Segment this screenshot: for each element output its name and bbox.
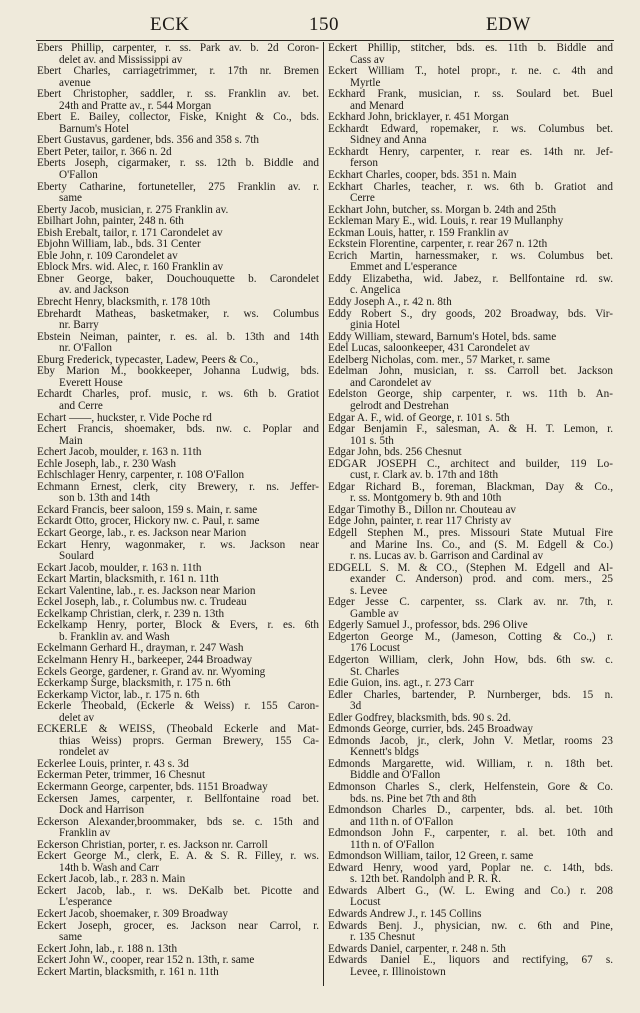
entry-line: Eckart Henry, wagonmaker, r. ws. Jackson near	[37, 539, 319, 551]
directory-entry	[37, 447, 319, 459]
entry-line: Eckert John, lab., r. 188 n. 13th	[37, 943, 178, 955]
entry-line: Eckardt Otto, grocer, Hickory nw. c. Paul, r. same	[37, 516, 260, 528]
entry-line: Edgerton William, clerk, John How, bds. 6th sw. c.	[328, 654, 613, 666]
entry-continuation-line: same	[59, 932, 82, 944]
entry-line: Ebrecht Henry, blacksmith, r. 178 10th	[37, 297, 211, 309]
entry-line: Eckleman Mary E., wid. Louis, r. rear 19 Mullanphy	[328, 216, 564, 228]
entry-line: Eckerson Alexander,broommaker, bds se. c. 15th and	[37, 816, 319, 828]
directory-entry	[328, 251, 613, 274]
entry-continuation-line: ferson	[350, 158, 378, 170]
directory-entry	[37, 228, 319, 240]
entry-continuation-line: and Cerre	[59, 400, 103, 412]
entry-continuation-line: and Marine Ins. Co., and (S. M. Edgell & Co.)	[350, 539, 613, 551]
entry-line: Eckel Joseph, lab., r. Columbus nw. c. Trudeau	[37, 597, 247, 609]
directory-entry	[37, 297, 319, 309]
directory-entry	[37, 540, 319, 563]
entry-line: Eckerson Christian, porter, r. es. Jackson nr. Carroll	[37, 839, 268, 851]
directory-entry	[328, 678, 613, 690]
entry-continuation-line: s. Levee	[350, 585, 388, 597]
directory-entry	[328, 944, 613, 956]
directory-entry	[328, 655, 613, 678]
entry-line: Ebstein Neiman, painter, r. es. al. b. 13th and 14th	[37, 331, 319, 343]
entry-continuation-line: 11th n. of O'Fallon	[350, 839, 435, 851]
left-column	[37, 43, 319, 978]
directory-entry	[37, 205, 319, 217]
directory-entry	[37, 782, 319, 794]
entry-line: Echmann Ernest, clerk, city Brewery, r. ns. Jeffer-	[37, 481, 319, 493]
entry-line: Eckstein Florentine, carpenter, r. rear 267 n. 12th	[328, 239, 548, 251]
directory-entry	[37, 251, 319, 263]
directory-entry	[328, 863, 613, 886]
entry-line: Eckart George, lab., r. es. Jackson near Marion	[37, 527, 247, 539]
entry-line: Eburg Frederick, typecaster, Ladew, Peers & Co.,	[37, 354, 259, 366]
entry-line: Edgar Timothy B., Dillon nr. Chouteau av	[328, 504, 517, 516]
entry-line: Eckhart Charles, cooper, bds. 351 n. Main	[328, 170, 517, 182]
directory-entry	[328, 713, 613, 725]
directory-entry	[37, 643, 319, 655]
entry-continuation-line: cust, r. Clark av. b. 17th and 18th	[350, 470, 499, 482]
entry-line: Eckman Louis, hatter, r. 159 Franklin av	[328, 227, 509, 239]
entry-line: Eckert George M., clerk, E. A. & S. R. Filley, r. ws.	[37, 851, 319, 863]
entry-line: Edwards Daniel E., liquors and rectifying, 67 s.	[328, 955, 613, 967]
directory-entry	[328, 516, 613, 528]
directory-entry	[328, 366, 613, 389]
directory-entry	[37, 690, 319, 702]
directory-entry	[37, 66, 319, 89]
directory-entry	[328, 528, 613, 563]
entry-line: Eberty Jacob, musician, r. 275 Franklin av.	[37, 204, 229, 216]
entry-continuation-line: St. Charles	[350, 666, 400, 678]
entry-line: Edwards Albert G., (W. L. Ewing and Co.) r. 208	[328, 885, 613, 897]
entry-continuation-line: Levee, r. Illinoistown	[350, 966, 446, 978]
entry-line: Eckert Jacob, shoemaker, r. 309 Broadway	[37, 909, 228, 921]
directory-entry	[37, 794, 319, 817]
directory-entry	[37, 620, 319, 643]
entry-continuation-line: delet av. and Mississippi av	[59, 54, 183, 66]
entry-line: Edmondson John F., carpenter, r. al. bet. 10th and	[328, 828, 613, 840]
directory-entry	[328, 851, 613, 863]
directory-entry	[37, 770, 319, 782]
entry-line: Eckelkamp Christian, clerk, r. 239 n. 13th	[37, 608, 225, 620]
directory-entry	[37, 239, 319, 251]
entry-continuation-line: Kennett's bldgs	[350, 747, 419, 759]
directory-entry	[328, 228, 613, 240]
directory-entry	[37, 274, 319, 297]
page-number: 150	[309, 14, 339, 35]
entry-continuation-line: Emmet and L'esperance	[350, 262, 458, 274]
entry-line: Ebert Charles, carriagetrimmer, r. 17th nr. Bremen	[37, 66, 319, 78]
directory-entry	[37, 355, 319, 367]
entry-continuation-line: av. and Jackson	[59, 285, 129, 297]
directory-entry	[328, 124, 613, 147]
directory-entry	[37, 909, 319, 921]
entry-line: Eckart Valentine, lab., r. es. Jackson near Marion	[37, 585, 256, 597]
entry-line: Ebert Gustavus, gardener, bds. 356 and 358 s. 7th	[37, 135, 260, 147]
entry-line: Edie Guion, ins. agt., r. 273 Carr	[328, 678, 474, 690]
directory-entry	[37, 309, 319, 332]
entry-line: Eckert John W., cooper, rear 152 n. 13th, r. same	[37, 955, 255, 967]
entry-line: Ebers Phillip, carpenter, r. ss. Park av. b. 2d Coron-	[37, 43, 319, 54]
entry-line: Edwards Daniel, carpenter, r. 248 n. 5th	[328, 943, 506, 955]
entry-line: Eble John, r. 109 Carondelet av	[37, 250, 178, 262]
entry-continuation-line: Sidney and Anna	[350, 135, 427, 147]
directory-entry	[328, 343, 613, 355]
entry-continuation-line: gelrodt and Destrehan	[350, 400, 449, 412]
directory-entry	[328, 239, 613, 251]
directory-entry	[328, 909, 613, 921]
column-divider	[323, 42, 324, 986]
entry-continuation-line: Franklin av	[59, 828, 111, 840]
entry-line: Edler Charles, bartender, P. Nurnberger, bds. 15 n.	[328, 689, 613, 701]
directory-entry	[37, 135, 319, 147]
directory-entry	[37, 563, 319, 575]
entry-line: Eckels George, gardener, r. Grand av. nr. Wyoming	[37, 666, 266, 678]
entry-continuation-line: bds. ns. Pine bet 7th and 8th	[350, 793, 477, 805]
directory-entry	[37, 182, 319, 205]
entry-continuation-line: and 11th n. of O'Fallon	[350, 816, 454, 828]
directory-entry	[37, 944, 319, 956]
directory-entry	[328, 955, 613, 978]
entry-continuation-line: c. Angelica	[350, 285, 401, 297]
directory-entry	[328, 482, 613, 505]
directory-entry	[328, 43, 613, 66]
entry-continuation-line: ginia Hotel	[350, 320, 401, 332]
entry-continuation-line: r. ss. Montgomery b. 9th and 10th	[350, 493, 502, 505]
directory-entry	[328, 355, 613, 367]
directory-entry	[328, 620, 613, 632]
entry-continuation-line: avenue	[59, 77, 91, 89]
directory-entry	[37, 147, 319, 159]
entry-line: Edelston George, ship carpenter, r. ws. 11th b. An-	[328, 389, 613, 401]
directory-entry	[328, 736, 613, 759]
entry-line: Ebert Peter, tailor, r. 366 n. 2d	[37, 146, 172, 158]
directory-entry	[328, 182, 613, 205]
entry-line: Edgell Stephen M., pres. Missouri State Mutual Fire	[328, 527, 613, 539]
directory-entry	[37, 366, 319, 389]
entry-line: ECKERLE & WEISS, (Theobald Eckerle and Mat-	[37, 724, 319, 736]
directory-entry	[37, 840, 319, 852]
entry-continuation-line: Cerre	[350, 193, 375, 205]
directory-entry	[37, 921, 319, 944]
directory-entry	[328, 759, 613, 782]
entry-line: Edwards Andrew J., r. 145 Collins	[328, 909, 482, 921]
entry-continuation-line: r. 135 Chesnut	[350, 932, 415, 944]
directory-entry	[328, 886, 613, 909]
entry-line: Ebjohn William, lab., bds. 31 Center	[37, 239, 201, 251]
entry-line: Ebert Christopher, saddler, r. ss. Franklin av. bet.	[37, 89, 319, 101]
entry-line: Echle Joseph, lab., r. 230 Wash	[37, 458, 177, 470]
entry-continuation-line: Myrtle	[350, 77, 381, 89]
entry-line: EDGAR JOSEPH C., architect and builder, 119 Lo-	[328, 458, 613, 470]
directory-entry	[328, 332, 613, 344]
directory-entry	[37, 851, 319, 874]
entry-line: Echert Francis, shoemaker, bds. nw. c. Poplar and	[37, 424, 319, 436]
entry-line: Eckart Martin, blacksmith, r. 161 n. 11th	[37, 574, 219, 586]
entry-line: Eckhart Charles, teacher, r. ws. 6th b. Gratiot and	[328, 181, 613, 193]
directory-entry	[328, 447, 613, 459]
entry-continuation-line: 3d	[350, 701, 362, 713]
entry-line: EDGELL S. M. & CO., (Stephen M. Edgell and Al-	[328, 562, 613, 574]
directory-entry	[328, 66, 613, 89]
entry-line: Edgerly Samuel J., professor, bds. 296 Olive	[328, 620, 528, 632]
directory-entry	[328, 782, 613, 805]
entry-line: Ecrich Martin, harnessmaker, r. ws. Columbus bet.	[328, 250, 613, 262]
entry-line: Ebner George, baker, Douchouquette b. Carondelet	[37, 273, 319, 285]
directory-entry	[37, 216, 319, 228]
entry-continuation-line: 24th and Pratte av., r. 544 Morgan	[59, 100, 212, 112]
entry-line: Edge John, painter, r. rear 117 Christy av	[328, 516, 512, 528]
entry-line: Eckerkamp Surge, blacksmith, r. 175 n. 6th	[37, 678, 231, 690]
directory-entry	[37, 89, 319, 112]
directory-entry	[328, 112, 613, 124]
entry-line: Eckart Jacob, moulder, r. 163 n. 11th	[37, 562, 202, 574]
directory-entry	[328, 724, 613, 736]
directory-entry	[37, 886, 319, 909]
entry-line: Eddy Joseph A., r. 42 n. 8th	[328, 297, 452, 309]
entry-line: Edelman John, musician, r. ss. Carroll bet. Jackson	[328, 366, 613, 378]
directory-entry	[328, 309, 613, 332]
entry-continuation-line: nr. O'Fallon	[59, 343, 112, 355]
entry-continuation-line: Gamble av	[350, 608, 399, 620]
directory-entry	[37, 609, 319, 621]
entry-continuation-line: Cass av	[350, 54, 385, 66]
header-rule	[36, 40, 614, 41]
directory-entry	[328, 205, 613, 217]
entry-continuation-line: L'esperance	[59, 897, 112, 909]
entry-continuation-line: 101 s. 5th	[350, 435, 394, 447]
entry-line: Edler Godfrey, blacksmith, bds. 90 s. 2d.	[328, 712, 511, 724]
entry-line: Eckert Jacob, lab., r. ws. DeKalb bet. Picotte and	[37, 885, 319, 897]
directory-entry	[328, 89, 613, 112]
directory-entry	[37, 655, 319, 667]
entry-continuation-line: and Carondelet av	[350, 377, 432, 389]
entry-line: Edmondson William, tailor, 12 Green, r. same	[328, 851, 534, 863]
entry-line: Eckerman Peter, trimmer, 16 Chesnut	[37, 770, 206, 782]
entry-line: Eckert Martin, blacksmith, r. 161 n. 11th	[37, 966, 219, 978]
entry-continuation-line: s. 12th bet. Randolph and P. R. R.	[350, 874, 502, 886]
entry-line: Edmonds Jacob, jr., clerk, John V. Metlar, rooms 23	[328, 735, 613, 747]
directory-entry	[37, 389, 319, 412]
directory-entry	[328, 921, 613, 944]
directory-entry	[37, 759, 319, 771]
directory-entry	[37, 724, 319, 759]
directory-entry	[37, 817, 319, 840]
entry-line: Eby Marion M., bookkeeper, Johanna Ludwig, bds.	[37, 366, 319, 378]
directory-entry	[37, 586, 319, 598]
entry-line: Eberts Joseph, cigarmaker, r. ss. 12th b. Biddle and	[37, 158, 319, 170]
directory-entry	[37, 262, 319, 274]
entry-line: Eckhart John, butcher, ss. Morgan b. 24th and 25th	[328, 204, 557, 216]
entry-line: Eckelmann Henry H., barkeeper, 244 Broadway	[37, 654, 253, 666]
entry-line: Eckelkamp Henry, porter, Block & Evers, r. es. 6th	[37, 620, 319, 632]
right-column	[328, 43, 613, 978]
entry-continuation-line: b. Franklin av. and Wash	[59, 631, 170, 643]
directory-entry	[328, 424, 613, 447]
entry-line: Edgar Richard B., foreman, Blackman, Day & Co.,	[328, 481, 613, 493]
entry-line: Ebrehardt Matheas, basketmaker, r. ws. Columbus	[37, 308, 319, 320]
entry-line: Edwards Benj. J., physician, nw. c. 6th and Pine,	[328, 920, 613, 932]
entry-line: Eckert William T., hotel propr., r. ne. c. 4th and	[328, 66, 613, 78]
entry-line: Echardt Charles, prof. music, r. ws. 6th b. Gratiot	[37, 389, 319, 401]
entry-line: Eckersen James, carpenter, r. Bellfontaine road bet.	[37, 793, 319, 805]
entry-line: Eckhard Frank, musician, r. ss. Soulard bet. Buel	[328, 89, 613, 101]
entry-line: Echart ——, huckster, r. Vide Poche rd	[37, 412, 212, 424]
entry-continuation-line: nr. Barry	[59, 320, 99, 332]
directory-entry	[37, 332, 319, 355]
entry-line: Echlschlager Henry, carpenter, r. 108 O'Fallon	[37, 470, 245, 482]
entry-line: Edgar Benjamin F., salesman, A. & H. T. Lemon, r.	[328, 424, 613, 436]
entry-continuation-line: O'Fallon	[59, 170, 98, 182]
entry-line: Eckert Joseph, grocer, es. Jackson near Carrol, r.	[37, 920, 319, 932]
entry-continuation-line: Main	[59, 435, 83, 447]
entry-continuation-line: exander C. Anderson) prod. and com. mers., 25	[350, 574, 613, 586]
directory-entry	[37, 701, 319, 724]
directory-entry	[328, 690, 613, 713]
entry-line: Eckermann George, carpenter, bds. 1151 Broadway	[37, 782, 268, 793]
directory-entry	[328, 459, 613, 482]
entry-continuation-line: son b. 13th and 14th	[59, 493, 151, 505]
directory-entry	[328, 563, 613, 598]
directory-entry	[37, 505, 319, 517]
entry-continuation-line: r. ns. Lucas av. b. Garrison and Cardinal av	[350, 551, 544, 563]
directory-entry	[37, 482, 319, 505]
entry-line: Edel Lucas, saloonkeeper, 431 Carondelet av	[328, 343, 530, 355]
entry-line: Edmonson Charles S., clerk, Helfenstein, Gore & Co.	[328, 782, 613, 793]
entry-line: Edgar John, bds. 256 Chesnut	[328, 447, 462, 459]
entry-line: Edmonds George, currier, bds. 245 Broadway	[328, 724, 534, 736]
directory-entry	[328, 805, 613, 828]
entry-line: Edmonds Margarette, wid. William, r. n. 18th bet.	[328, 758, 613, 770]
directory-entry	[37, 459, 319, 471]
directory-entry	[37, 516, 319, 528]
directory-entry	[37, 424, 319, 447]
entry-line: Eckert Phillip, stitcher, bds. es. 11th b. Biddle and	[328, 43, 613, 54]
directory-entry	[37, 874, 319, 886]
directory-entry	[328, 170, 613, 182]
directory-entry	[37, 597, 319, 609]
entry-continuation-line: delet av	[59, 712, 95, 724]
directory-entry	[328, 147, 613, 170]
directory-entry	[37, 158, 319, 181]
directory-entry	[37, 470, 319, 482]
entry-line: Eberty Catharine, fortuneteller, 275 Franklin av. r.	[37, 181, 319, 193]
directory-entry	[328, 274, 613, 297]
entry-line: Edward Henry, wood yard, Poplar ne. c. 14th, bds.	[328, 862, 613, 874]
entry-continuation-line: 14th b. Wash and Carr	[59, 862, 159, 874]
entry-line: Edmondson Charles D., carpenter, bds. al. bet. 10th	[328, 805, 613, 817]
directory-entry	[328, 297, 613, 309]
directory-entry	[37, 574, 319, 586]
entry-line: Eblock Mrs. wid. Alec, r. 160 Franklin av	[37, 262, 224, 274]
entry-line: Eddy Robert S., dry goods, 202 Broadway, bds. Vir-	[328, 308, 613, 320]
directory-entry	[328, 216, 613, 228]
entry-continuation-line: and Menard	[350, 100, 404, 112]
entry-continuation-line: Barnum's Hotel	[59, 123, 130, 135]
entry-line: Ebert E. Bailey, collector, Fiske, Knight & Co., bds.	[37, 112, 319, 124]
entry-continuation-line: Everett House	[59, 377, 123, 389]
directory-entry	[37, 528, 319, 540]
left-guide-word: ECK	[150, 14, 190, 35]
entry-continuation-line: 176 Locust	[350, 643, 401, 655]
entry-continuation-line: thias Weiss) proprs. German Brewery, 155 Ca-	[59, 735, 319, 747]
entry-line: Eckert Jacob, lab., r. 283 n. Main	[37, 874, 186, 886]
entry-line: Eddy William, steward, Barnum's Hotel, bds. same	[328, 331, 557, 343]
entry-line: Eckhardt Henry, carpenter, r. rear es. 14th nr. Jef-	[328, 146, 613, 158]
entry-line: Edgar A. F., wid. of George, r. 101 s. 5th	[328, 412, 510, 424]
entry-line: Eckelmann Gerhard H., drayman, r. 247 Wash	[37, 643, 244, 655]
directory-entry	[37, 667, 319, 679]
entry-continuation-line: same	[59, 193, 82, 205]
directory-entry	[328, 389, 613, 412]
directory-entry	[37, 955, 319, 967]
entry-line: Eckerle Theobald, (Eckerle & Weiss) r. 155 Caron-	[37, 701, 319, 713]
entry-continuation-line: rondelet av	[59, 747, 110, 759]
directory-entry	[37, 967, 319, 979]
entry-line: Eckhardt Edward, ropemaker, r. ws. Columbus bet.	[328, 123, 613, 135]
entry-continuation-line: Biddle and O'Fallon	[350, 770, 441, 782]
right-guide-word: EDW	[486, 14, 531, 35]
entry-line: Eckard Francis, beer saloon, 159 s. Main, r. same	[37, 504, 258, 516]
entry-line: Eckerlee Louis, printer, r. 43 s. 3d	[37, 758, 189, 770]
entry-line: Ebish Erebalt, tailor, r. 171 Carondelet av	[37, 227, 223, 239]
entry-line: Eddy Elizabetha, wid. Jabez, r. Bellfontaine rd. sw.	[328, 273, 613, 285]
directory-entry	[37, 112, 319, 135]
entry-line: Edgerton George M., (Jameson, Cotting & Co.,) r.	[328, 631, 613, 643]
entry-continuation-line: Soulard	[59, 551, 94, 563]
entry-line: Eckerkamp Victor, lab., r. 175 n. 6th	[37, 689, 200, 701]
directory-entry	[328, 505, 613, 517]
entry-continuation-line: Locust	[350, 897, 381, 909]
directory-entry	[328, 597, 613, 620]
entry-line: Echert Jacob, moulder, r. 163 n. 11th	[37, 447, 202, 459]
directory-entry	[37, 413, 319, 425]
directory-entry	[37, 43, 319, 66]
entry-line: Edger Jesse C. carpenter, ss. Clark av. nr. 7th, r.	[328, 597, 613, 609]
directory-entry	[328, 632, 613, 655]
entry-continuation-line: Dock and Harrison	[59, 805, 145, 817]
directory-entry	[37, 678, 319, 690]
directory-entry	[328, 413, 613, 425]
entry-line: Edelberg Nicholas, com. mer., 57 Market, r. same	[328, 354, 550, 366]
entry-line: Ebilhart John, painter, 248 n. 6th	[37, 216, 184, 228]
directory-entry	[328, 828, 613, 851]
entry-line: Eckhard John, bricklayer, r. 451 Morgan	[328, 112, 509, 124]
